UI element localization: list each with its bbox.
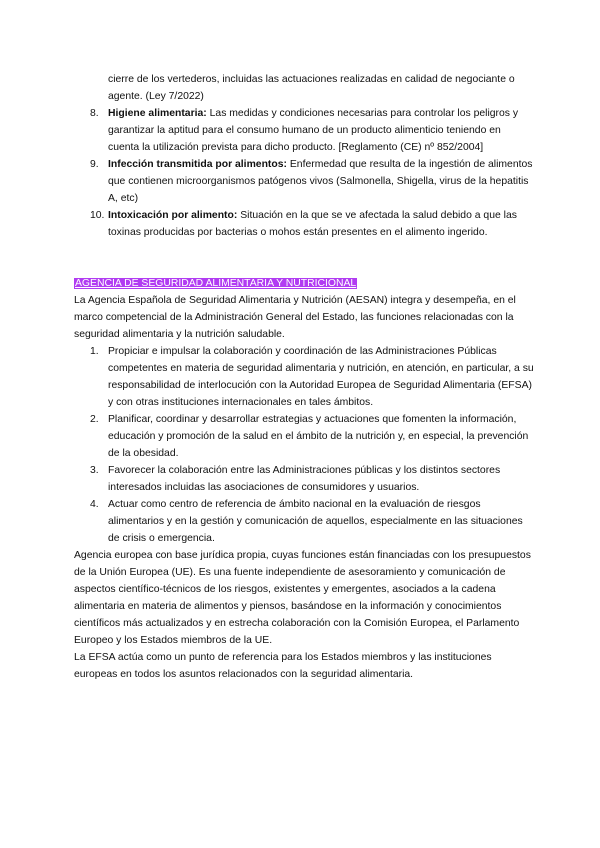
efsa-paragraph: Agencia europea con base jurídica propia, cuyas funciones están financiadas con los presupuestos de la Unión Europea (UE). Es una fuente independiente de asesoramiento y comunicación de aspectos científico-técnicos de los riesgos, existentes y emergentes, asociados a la cadena alimentaria en materia de alimentos y piensos, basándose en la información y conocimientos científicos más actualizados y en estrecha colaboración con la Comisión Europea, el Parlamento Europeo y los Estados miembros de la UE. [74, 550, 531, 646]
list-item [74, 156, 534, 207]
list-item [74, 496, 534, 547]
list-item [74, 207, 534, 241]
list-item-number: 9. [90, 159, 99, 170]
section-heading-row [74, 275, 534, 292]
list-item-number: 8. [90, 108, 99, 119]
definition-text: Situación en la que se ve afectada la salud debido a que las toxinas producidas por bacterias o mohos están presentes en el alimento ingerido. [108, 210, 517, 238]
definition-term: Infección transmitida por alimentos: [108, 159, 287, 170]
list-item-number: 3. [90, 465, 99, 476]
definition-term: Intoxicación por alimento: [108, 210, 238, 221]
list-item [74, 343, 534, 411]
list-item-number: 4. [90, 499, 99, 510]
definition-term: Higiene alimentaria: [108, 108, 207, 119]
list-item-text: Propiciar e impulsar la colaboración y coordinación de las Administraciones Públicas competentes en materia de seguridad alimentaria y nutrición, en atención, en particular, a su responsabilidad de interlocución con la Autoridad Europea de Seguridad Alimentaria (EFSA) y con otras instituciones internacionales en tales ámbitos. [108, 346, 534, 408]
section-intro: La Agencia Española de Seguridad Alimentaria y Nutrición (AESAN) integra y desempeña, en el marco competencial de la Administración General del Estado, las funciones relacionadas con la seguridad alimentaria y la nutrición saludable. [74, 295, 516, 340]
aesan-section [74, 275, 534, 683]
list-item-text: Planificar, coordinar y desarrollar estrategias y actuaciones que fomenten la información, educación y promoción de la salud en el ámbito de la nutrición y, en especial, la prevención de la obesidad. [108, 414, 529, 459]
list-item-number: 1. [90, 346, 99, 357]
list-item-text: Favorecer la colaboración entre las Administraciones públicas y los distintos sectores interesados incluidas las asociaciones de consumidores y usuarios. [108, 465, 501, 493]
section-heading: AGENCIA DE SEGURIDAD ALIMENTARIA Y NUTRICIONAL [75, 278, 357, 289]
list-item [74, 462, 534, 496]
list-item [74, 411, 534, 462]
efsa-closing-paragraph: La EFSA actúa como un punto de referencia para los Estados miembros y las instituciones europeas en todos los asuntos relacionados con la seguridad alimentaria. [74, 652, 492, 680]
list-item-number: 10. [90, 210, 105, 221]
list-item-number: 2. [90, 414, 99, 425]
definitions-list [74, 71, 534, 241]
list-item-continuation: cierre de los vertederos, incluidas las actuaciones realizadas en calidad de negociante o agente. (Ley 7/2022) [108, 74, 515, 102]
definition-text: Enfermedad que resulta de la ingestión de alimentos que contienen microorganismos patógenos vivos (Salmonella, Shigella, virus de la hepatitis A, etc) [108, 159, 533, 204]
definition-text: Las medidas y condiciones necesarias para controlar los peligros y garantizar la aptitud para el consumo humano de un producto alimenticio teniendo en cuenta la utilización prevista para dicho producto. [Reglamento (CE) nº 852/2004] [108, 108, 519, 153]
list-item-text: Actuar como centro de referencia de ámbito nacional en la evaluación de riesgos alimentarios y en la gestión y comunicación de aquellos, especialmente en las situaciones de crisis o emergencia. [108, 499, 523, 544]
list-item [74, 105, 534, 156]
